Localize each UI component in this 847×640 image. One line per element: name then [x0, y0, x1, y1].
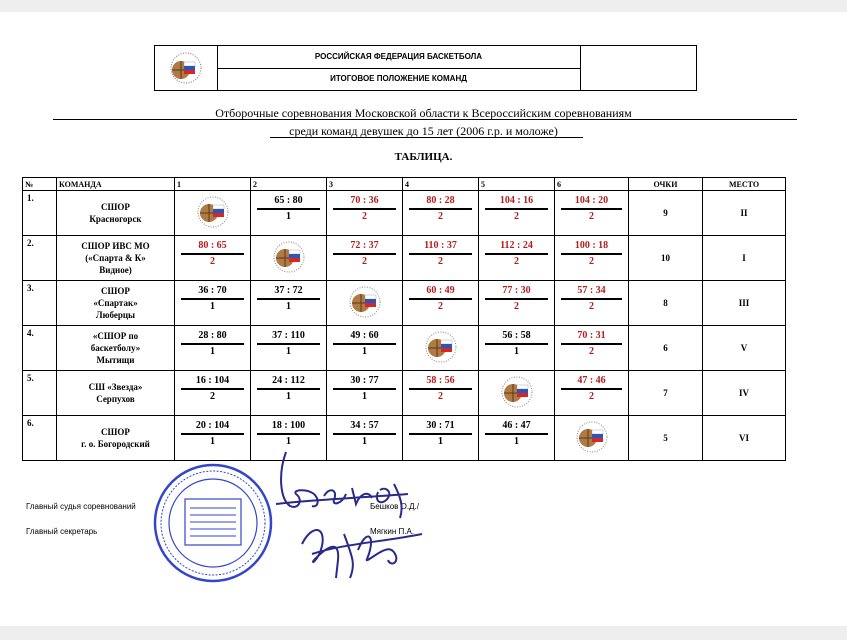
- game-points: 1: [286, 211, 291, 222]
- team-name-line: баскетболу»: [90, 343, 141, 353]
- score-divider: [257, 208, 320, 210]
- team-name-line: Видное): [99, 265, 132, 275]
- game-score: 77 : 30: [502, 285, 531, 296]
- score-divider: [485, 298, 548, 300]
- self-match-cell: [327, 281, 403, 326]
- basketball-federation-icon: [271, 240, 307, 274]
- basketball-federation-icon: [423, 330, 459, 364]
- result-cell: [403, 371, 479, 416]
- document-header: [154, 45, 697, 91]
- team-name: [57, 236, 175, 281]
- score-divider: [257, 433, 320, 435]
- score-divider: [333, 388, 396, 390]
- row-number: 4.: [23, 326, 57, 371]
- result-cell: [403, 191, 479, 236]
- result-cell: [479, 281, 555, 326]
- score-divider: [181, 298, 244, 300]
- final-place: II: [703, 191, 786, 236]
- score-divider: [257, 298, 320, 300]
- result-cell: [327, 236, 403, 281]
- chief-judge-name: Бешков О.Д./: [370, 502, 419, 511]
- row-number: 6.: [23, 416, 57, 461]
- underline: [53, 119, 797, 120]
- game-score: 49 : 60: [350, 330, 379, 341]
- game-score: 70 : 36: [350, 195, 379, 206]
- game-points: 1: [514, 436, 519, 447]
- score-divider: [333, 433, 396, 435]
- table-row: [23, 191, 786, 236]
- result-cell: [555, 281, 629, 326]
- top-margin: [0, 0, 847, 12]
- score-divider: [409, 208, 472, 210]
- table-header-row: [23, 178, 786, 191]
- bottom-margin: [0, 626, 847, 640]
- game-score: 30 : 71: [426, 420, 455, 431]
- self-match-cell: [555, 416, 629, 461]
- game-points: 1: [210, 301, 215, 312]
- underline: [270, 137, 583, 138]
- game-points: 1: [362, 346, 367, 357]
- score-divider: [333, 253, 396, 255]
- game-score: 46 : 47: [502, 420, 531, 431]
- federation-logo-cell: [155, 46, 218, 90]
- chief-secretary-label: Главный секретарь: [26, 527, 98, 536]
- score-divider: [409, 298, 472, 300]
- self-match-cell: [479, 371, 555, 416]
- team-name-line: Люберцы: [95, 310, 136, 320]
- game-score: 57 : 34: [577, 285, 606, 296]
- result-cell: [327, 191, 403, 236]
- score-divider: [333, 208, 396, 210]
- game-points: 1: [438, 436, 443, 447]
- basketball-federation-icon: [499, 375, 535, 409]
- score-divider: [181, 388, 244, 390]
- result-cell: [175, 416, 251, 461]
- team-name: [57, 191, 175, 236]
- self-match-cell: [175, 191, 251, 236]
- score-divider: [561, 388, 622, 390]
- game-points: 2: [589, 256, 594, 267]
- result-cell: [251, 281, 327, 326]
- chief-secretary-name: Мягкин П.А.: [370, 527, 415, 536]
- team-name: [57, 281, 175, 326]
- result-cell: [175, 281, 251, 326]
- table-row: [23, 236, 786, 281]
- result-cell: [175, 371, 251, 416]
- column-header: 4: [403, 178, 479, 191]
- column-header: 2: [251, 178, 327, 191]
- competition-line-1: Отборочные соревнования Московской области к Всероссийским соревнованиям: [215, 106, 632, 120]
- game-score: 18 : 100: [271, 420, 306, 431]
- result-cell: [251, 326, 327, 371]
- score-divider: [181, 343, 244, 345]
- score-divider: [485, 208, 548, 210]
- team-name-line: г. о. Богородский: [81, 439, 150, 449]
- chief-judge-label: Главный судья соревнований: [26, 502, 136, 511]
- game-score: 37 : 72: [274, 285, 303, 296]
- game-score: 36 : 70: [198, 285, 227, 296]
- document-title: ИТОГОВОЕ ПОЛОЖЕНИЕ КОМАНД: [330, 74, 467, 83]
- column-header: 3: [327, 178, 403, 191]
- result-cell: [555, 236, 629, 281]
- team-name: [57, 416, 175, 461]
- result-cell: [251, 191, 327, 236]
- game-score: 112 : 24: [500, 240, 533, 251]
- score-divider: [485, 343, 548, 345]
- result-cell: [555, 326, 629, 371]
- secretary-signature-icon: [292, 504, 432, 584]
- team-name-line: СШОР: [101, 427, 130, 437]
- basketball-federation-icon: [195, 195, 231, 229]
- result-cell: [327, 371, 403, 416]
- game-points: 1: [514, 346, 519, 357]
- self-match-cell: [251, 236, 327, 281]
- score-divider: [485, 433, 548, 435]
- team-name-line: «СШОР по: [92, 331, 139, 341]
- team-name-line: СШ «Звезда»: [88, 382, 143, 392]
- final-place: I: [703, 236, 786, 281]
- score-divider: [257, 388, 320, 390]
- game-score: 37 : 110: [272, 330, 305, 341]
- column-header: МЕСТО: [703, 178, 786, 191]
- game-points: 1: [362, 436, 367, 447]
- header-titles: [217, 46, 581, 90]
- score-divider: [181, 433, 244, 435]
- score-divider: [333, 343, 396, 345]
- final-place: V: [703, 326, 786, 371]
- game-score: 104 : 20: [574, 195, 609, 206]
- total-points: 5: [629, 416, 703, 461]
- total-points: 6: [629, 326, 703, 371]
- table-row: [23, 281, 786, 326]
- result-cell: [479, 191, 555, 236]
- game-score: 104 : 16: [499, 195, 534, 206]
- total-points: 8: [629, 281, 703, 326]
- game-points: 2: [362, 256, 367, 267]
- row-number: 5.: [23, 371, 57, 416]
- score-divider: [561, 208, 622, 210]
- game-score: 20 : 104: [195, 420, 230, 431]
- column-header: 1: [175, 178, 251, 191]
- row-number: 2.: [23, 236, 57, 281]
- game-points: 1: [210, 346, 215, 357]
- game-points: 2: [362, 211, 367, 222]
- game-score: 72 : 37: [350, 240, 379, 251]
- score-divider: [561, 253, 622, 255]
- team-name-line: СШОР: [101, 286, 130, 296]
- total-points: 9: [629, 191, 703, 236]
- game-points: 2: [438, 391, 443, 402]
- game-score: 65 : 80: [274, 195, 303, 206]
- game-points: 1: [286, 301, 291, 312]
- basketball-federation-icon: [155, 46, 217, 90]
- game-points: 2: [589, 301, 594, 312]
- game-score: 24 : 112: [272, 375, 305, 386]
- game-score: 110 : 37: [424, 240, 457, 251]
- game-points: 1: [210, 436, 215, 447]
- final-place: IV: [703, 371, 786, 416]
- score-divider: [409, 388, 472, 390]
- basketball-federation-icon: [574, 420, 610, 454]
- game-points: 2: [514, 301, 519, 312]
- basketball-federation-icon: [347, 285, 383, 319]
- game-points: 2: [210, 256, 215, 267]
- game-points: 1: [286, 391, 291, 402]
- result-cell: [175, 326, 251, 371]
- result-cell: [479, 236, 555, 281]
- team-name-line: «Спартак»: [93, 298, 138, 308]
- column-header: ОЧКИ: [629, 178, 703, 191]
- total-points: 10: [629, 236, 703, 281]
- game-score: 34 : 57: [350, 420, 379, 431]
- column-header: 5: [479, 178, 555, 191]
- game-points: 1: [286, 436, 291, 447]
- game-score: 30 : 77: [350, 375, 379, 386]
- result-cell: [479, 416, 555, 461]
- score-divider: [257, 343, 320, 345]
- column-header: 6: [555, 178, 629, 191]
- game-score: 56 : 58: [502, 330, 531, 341]
- result-cell: [251, 371, 327, 416]
- game-points: 2: [438, 301, 443, 312]
- final-place: III: [703, 281, 786, 326]
- team-name: [57, 371, 175, 416]
- score-divider: [409, 433, 472, 435]
- team-name-line: Мытищи: [96, 355, 135, 365]
- result-cell: [555, 191, 629, 236]
- self-match-cell: [403, 326, 479, 371]
- score-divider: [561, 343, 622, 345]
- result-cell: [479, 326, 555, 371]
- game-score: 28 : 80: [198, 330, 227, 341]
- team-name-line: СШОР: [101, 202, 130, 212]
- result-cell: [403, 236, 479, 281]
- game-points: 2: [210, 391, 215, 402]
- result-cell: [175, 236, 251, 281]
- column-header: КОМАНДА: [57, 178, 175, 191]
- row-number: 1.: [23, 191, 57, 236]
- game-points: 2: [438, 211, 443, 222]
- score-divider: [485, 253, 548, 255]
- score-divider: [561, 298, 622, 300]
- team-name-line: СШОР ИВС МО: [81, 241, 150, 251]
- total-points: 7: [629, 371, 703, 416]
- score-divider: [181, 253, 244, 255]
- game-points: 2: [589, 346, 594, 357]
- game-points: 2: [514, 256, 519, 267]
- column-header: №: [23, 178, 57, 191]
- official-stamp-icon: [152, 462, 274, 584]
- team-name: [57, 326, 175, 371]
- competition-line-2: среди команд девушек до 15 лет (2006 г.р. и моложе): [289, 124, 558, 138]
- game-score: 80 : 65: [198, 240, 227, 251]
- game-points: 2: [589, 391, 594, 402]
- game-score: 80 : 28: [426, 195, 455, 206]
- table-row: [23, 371, 786, 416]
- table-title: ТАБЛИЦА.: [394, 151, 453, 163]
- game-score: 100 : 18: [574, 240, 609, 251]
- game-points: 2: [514, 211, 519, 222]
- game-score: 47 : 46: [577, 375, 606, 386]
- final-place: VI: [703, 416, 786, 461]
- results-table: [22, 177, 786, 461]
- score-divider: [409, 253, 472, 255]
- team-name-line: Красногорск: [89, 214, 142, 224]
- game-score: 60 : 49: [426, 285, 455, 296]
- row-number: 3.: [23, 281, 57, 326]
- team-name-line: («Спарта & К»: [85, 253, 146, 263]
- result-cell: [403, 281, 479, 326]
- game-score: 16 : 104: [195, 375, 230, 386]
- game-score: 70 : 31: [577, 330, 606, 341]
- federation-name: РОССИЙСКАЯ ФЕДЕРАЦИЯ БАСКЕТБОЛА: [314, 52, 483, 61]
- result-cell: [555, 371, 629, 416]
- game-points: 2: [438, 256, 443, 267]
- game-points: 1: [362, 391, 367, 402]
- game-points: 1: [286, 346, 291, 357]
- table-row: [23, 326, 786, 371]
- team-name-line: Серпухов: [96, 394, 135, 404]
- game-score: 58 : 56: [426, 375, 455, 386]
- game-points: 2: [589, 211, 594, 222]
- result-cell: [327, 326, 403, 371]
